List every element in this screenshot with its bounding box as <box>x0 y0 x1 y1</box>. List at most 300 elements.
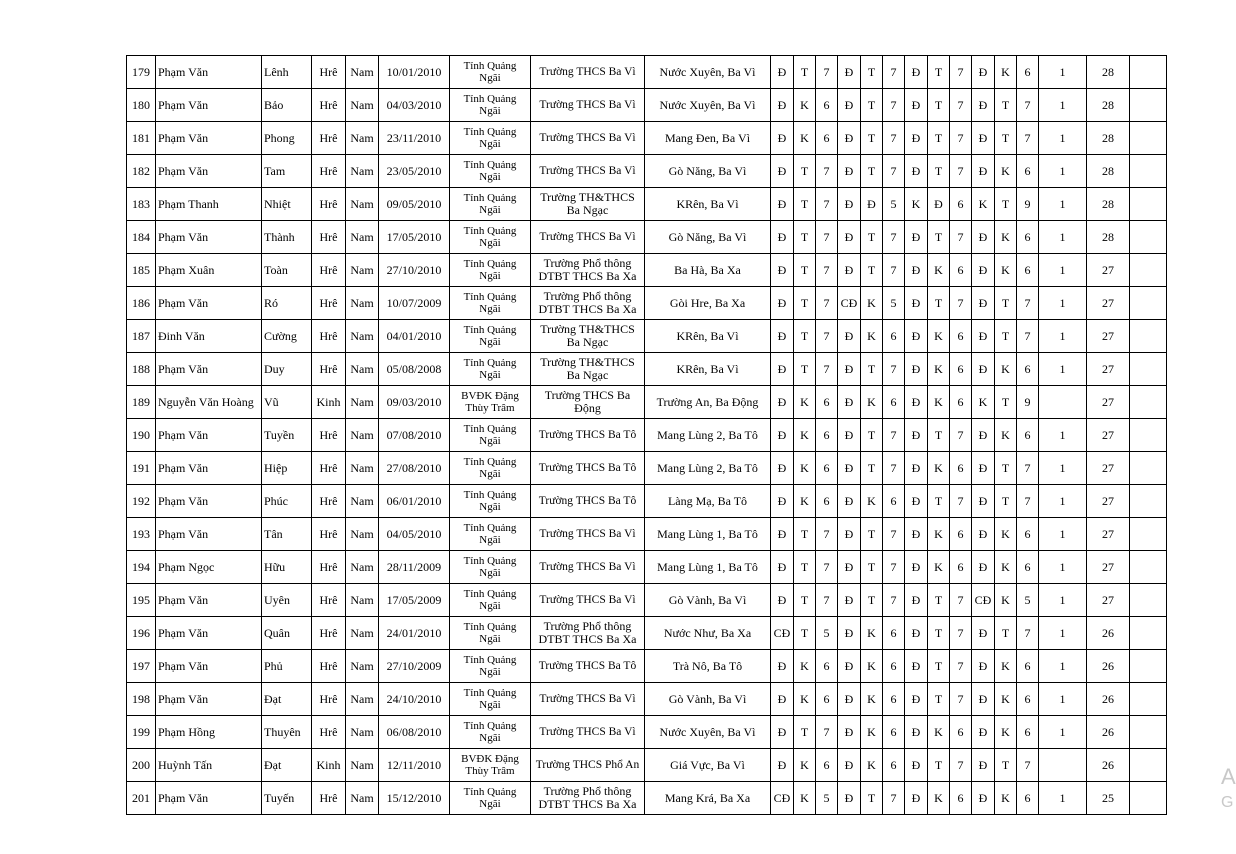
cell-tong-diem: 28 <box>1087 221 1130 254</box>
cell-c5: K <box>861 683 883 716</box>
cell-uu-tien: 1 <box>1039 452 1087 485</box>
cell-c8: K <box>928 353 950 386</box>
cell-dan-toc: Hrê <box>312 155 346 188</box>
table-row <box>127 287 1167 320</box>
cell-c3: 5 <box>816 782 838 815</box>
cell-ngay-sinh: 27/10/2010 <box>379 254 450 287</box>
cell-ngay-sinh: 04/05/2010 <box>379 518 450 551</box>
cell-tong-diem: 28 <box>1087 122 1130 155</box>
cell-truong: Trường Phổ thông DTBT THCS Ba Xa <box>531 617 645 650</box>
cell-dan-toc: Kinh <box>312 386 346 419</box>
cell-gioi-tinh: Nam <box>346 89 379 122</box>
cell-c1: Đ <box>771 683 794 716</box>
cell-dan-toc: Hrê <box>312 254 346 287</box>
cell-truong: Trường THCS Ba Vì <box>531 716 645 749</box>
cell-c7: Đ <box>905 155 928 188</box>
cell-c5: T <box>861 155 883 188</box>
cell-tong-diem: 28 <box>1087 188 1130 221</box>
cell-c9: 7 <box>950 485 972 518</box>
cell-c3: 7 <box>816 254 838 287</box>
cell-c7: Đ <box>905 221 928 254</box>
cell-dan-toc: Hrê <box>312 518 346 551</box>
cell-c11: T <box>995 122 1017 155</box>
cell-c8: K <box>928 551 950 584</box>
cell-c3: 7 <box>816 716 838 749</box>
cell-dia-chi: Mang Lùng 1, Ba Tô <box>645 518 771 551</box>
cell-c1: Đ <box>771 518 794 551</box>
cell-stt: 181 <box>127 122 156 155</box>
cell-c2: K <box>794 452 816 485</box>
cell-ho-dem: Huỳnh Tấn <box>156 749 262 782</box>
cell-c3: 7 <box>816 320 838 353</box>
cell-c12: 6 <box>1017 419 1039 452</box>
cell-stt: 190 <box>127 419 156 452</box>
cell-c11: K <box>995 221 1017 254</box>
cell-ten: Hiệp <box>262 452 312 485</box>
cell-ho-dem: Phạm Hồng <box>156 716 262 749</box>
cell-c10: Đ <box>972 782 995 815</box>
cell-truong: Trường THCS Ba Vì <box>531 221 645 254</box>
cell-tong-diem: 27 <box>1087 551 1130 584</box>
cell-ho-dem: Phạm Thanh <box>156 188 262 221</box>
cell-gioi-tinh: Nam <box>346 419 379 452</box>
table-row <box>127 518 1167 551</box>
cell-truong: Trường THCS Ba Tô <box>531 650 645 683</box>
cell-c11: K <box>995 518 1017 551</box>
cell-c9: 7 <box>950 287 972 320</box>
cell-stt: 183 <box>127 188 156 221</box>
cell-truong: Trường THCS Ba Vì <box>531 89 645 122</box>
cell-truong: Trường Phổ thông DTBT THCS Ba Xa <box>531 782 645 815</box>
cell-c2: K <box>794 749 816 782</box>
cell-ten: Đạt <box>262 749 312 782</box>
cell-c4: CĐ <box>838 287 861 320</box>
cell-noi-sinh: Tỉnh Quảng Ngãi <box>450 551 531 584</box>
cell-dia-chi: Mang Đen, Ba Vì <box>645 122 771 155</box>
cell-c7: Đ <box>905 254 928 287</box>
cell-c3: 7 <box>816 287 838 320</box>
cell-c1: Đ <box>771 353 794 386</box>
cell-uu-tien: 1 <box>1039 518 1087 551</box>
cell-dia-chi: Gòi Hre, Ba Xa <box>645 287 771 320</box>
cell-ten: Nhiệt <box>262 188 312 221</box>
cell-c10: K <box>972 386 995 419</box>
cell-dan-toc: Hrê <box>312 419 346 452</box>
cell-ten: Tân <box>262 518 312 551</box>
cell-c11: T <box>995 287 1017 320</box>
cell-c7: Đ <box>905 716 928 749</box>
cell-gioi-tinh: Nam <box>346 782 379 815</box>
cell-c5: T <box>861 551 883 584</box>
cell-ho-dem: Phạm Văn <box>156 287 262 320</box>
cell-c11: T <box>995 386 1017 419</box>
cell-dia-chi: Gò Năng, Ba Vì <box>645 221 771 254</box>
cell-ngay-sinh: 05/08/2008 <box>379 353 450 386</box>
cell-ten: Ró <box>262 287 312 320</box>
cell-c1: Đ <box>771 221 794 254</box>
cell-dia-chi: Trường An, Ba Động <box>645 386 771 419</box>
cell-gioi-tinh: Nam <box>346 683 379 716</box>
cell-c12: 6 <box>1017 650 1039 683</box>
cell-c3: 7 <box>816 584 838 617</box>
cell-tong-diem: 26 <box>1087 617 1130 650</box>
cell-uu-tien: 1 <box>1039 353 1087 386</box>
cell-gioi-tinh: Nam <box>346 518 379 551</box>
cell-c6: 7 <box>883 551 905 584</box>
table-row <box>127 122 1167 155</box>
cell-c12: 6 <box>1017 518 1039 551</box>
cell-ho-dem: Phạm Văn <box>156 617 262 650</box>
cell-c7: Đ <box>905 584 928 617</box>
cell-tong-diem: 27 <box>1087 584 1130 617</box>
cell-noi-sinh: Tỉnh Quảng Ngãi <box>450 419 531 452</box>
cell-ghi-chu <box>1130 89 1167 122</box>
cell-truong: Trường THCS Ba Vì <box>531 122 645 155</box>
cell-c12: 7 <box>1017 320 1039 353</box>
cell-gioi-tinh: Nam <box>346 188 379 221</box>
cell-c6: 6 <box>883 485 905 518</box>
cell-c10: Đ <box>972 683 995 716</box>
cell-c5: T <box>861 452 883 485</box>
cell-c12: 6 <box>1017 254 1039 287</box>
cell-c7: Đ <box>905 287 928 320</box>
cell-c2: T <box>794 254 816 287</box>
cell-ho-dem: Phạm Ngọc <box>156 551 262 584</box>
cell-tong-diem: 26 <box>1087 716 1130 749</box>
cell-tong-diem: 25 <box>1087 782 1130 815</box>
cell-c11: K <box>995 353 1017 386</box>
cell-c11: K <box>995 551 1017 584</box>
cell-c7: Đ <box>905 320 928 353</box>
cell-truong: Trường TH&THCS Ba Ngạc <box>531 320 645 353</box>
cell-ghi-chu <box>1130 716 1167 749</box>
cell-c4: Đ <box>838 353 861 386</box>
cell-ghi-chu <box>1130 320 1167 353</box>
cell-ho-dem: Phạm Văn <box>156 485 262 518</box>
cell-c2: K <box>794 782 816 815</box>
cell-c8: T <box>928 221 950 254</box>
cell-c9: 7 <box>950 56 972 89</box>
cell-gioi-tinh: Nam <box>346 749 379 782</box>
cell-c8: T <box>928 683 950 716</box>
cell-c6: 7 <box>883 56 905 89</box>
cell-ten: Thành <box>262 221 312 254</box>
table-row <box>127 221 1167 254</box>
cell-uu-tien: 1 <box>1039 617 1087 650</box>
cell-c10: Đ <box>972 485 995 518</box>
table-row <box>127 716 1167 749</box>
cell-c10: Đ <box>972 551 995 584</box>
cell-c6: 5 <box>883 287 905 320</box>
table-row <box>127 683 1167 716</box>
table-row <box>127 749 1167 782</box>
cell-ngay-sinh: 15/12/2010 <box>379 782 450 815</box>
cell-c3: 6 <box>816 749 838 782</box>
cell-c8: K <box>928 254 950 287</box>
cell-ho-dem: Phạm Văn <box>156 89 262 122</box>
cell-c3: 5 <box>816 617 838 650</box>
cell-c2: T <box>794 518 816 551</box>
table-row <box>127 650 1167 683</box>
cell-truong: Trường THCS Phổ An <box>531 749 645 782</box>
cell-uu-tien: 1 <box>1039 188 1087 221</box>
cell-c12: 7 <box>1017 485 1039 518</box>
cell-c6: 7 <box>883 782 905 815</box>
cell-c3: 7 <box>816 56 838 89</box>
cell-ngay-sinh: 27/08/2010 <box>379 452 450 485</box>
cell-tong-diem: 27 <box>1087 254 1130 287</box>
cell-ngay-sinh: 24/01/2010 <box>379 617 450 650</box>
cell-ghi-chu <box>1130 254 1167 287</box>
cell-c8: K <box>928 386 950 419</box>
table-row <box>127 485 1167 518</box>
cell-truong: Trường TH&THCS Ba Ngạc <box>531 188 645 221</box>
cell-noi-sinh: Tỉnh Quảng Ngãi <box>450 452 531 485</box>
cell-ten: Thuyên <box>262 716 312 749</box>
cell-truong: Trường THCS Ba Vì <box>531 584 645 617</box>
cell-c2: K <box>794 419 816 452</box>
cell-ngay-sinh: 10/01/2010 <box>379 56 450 89</box>
cell-c6: 7 <box>883 518 905 551</box>
watermark-line-1: A <box>1221 764 1236 789</box>
cell-ghi-chu <box>1130 749 1167 782</box>
cell-noi-sinh: Tỉnh Quảng Ngãi <box>450 716 531 749</box>
cell-c4: Đ <box>838 419 861 452</box>
cell-c10: Đ <box>972 56 995 89</box>
cell-c9: 7 <box>950 683 972 716</box>
cell-c7: Đ <box>905 518 928 551</box>
cell-noi-sinh: Tỉnh Quảng Ngãi <box>450 188 531 221</box>
cell-c8: K <box>928 452 950 485</box>
cell-c8: T <box>928 287 950 320</box>
cell-tong-diem: 26 <box>1087 650 1130 683</box>
cell-truong: Trường TH&THCS Ba Ngạc <box>531 353 645 386</box>
cell-c1: Đ <box>771 485 794 518</box>
cell-gioi-tinh: Nam <box>346 551 379 584</box>
cell-dia-chi: Gò Vành, Ba Vì <box>645 584 771 617</box>
cell-truong: Trường Phổ thông DTBT THCS Ba Xa <box>531 287 645 320</box>
cell-ghi-chu <box>1130 287 1167 320</box>
cell-c2: K <box>794 89 816 122</box>
cell-c7: Đ <box>905 419 928 452</box>
cell-c6: 7 <box>883 89 905 122</box>
cell-c10: Đ <box>972 650 995 683</box>
cell-c5: K <box>861 617 883 650</box>
table-row <box>127 155 1167 188</box>
cell-ho-dem: Phạm Văn <box>156 155 262 188</box>
cell-noi-sinh: Tỉnh Quảng Ngãi <box>450 89 531 122</box>
cell-ho-dem: Phạm Văn <box>156 452 262 485</box>
cell-c5: T <box>861 584 883 617</box>
cell-c8: K <box>928 716 950 749</box>
cell-ngay-sinh: 23/11/2010 <box>379 122 450 155</box>
table-row <box>127 782 1167 815</box>
cell-dia-chi: Mang Lùng 2, Ba Tô <box>645 452 771 485</box>
cell-c3: 6 <box>816 452 838 485</box>
cell-c12: 7 <box>1017 749 1039 782</box>
cell-c5: T <box>861 122 883 155</box>
cell-tong-diem: 27 <box>1087 518 1130 551</box>
cell-tong-diem: 27 <box>1087 485 1130 518</box>
cell-c9: 6 <box>950 452 972 485</box>
cell-uu-tien: 1 <box>1039 782 1087 815</box>
cell-tong-diem: 26 <box>1087 683 1130 716</box>
cell-c8: T <box>928 485 950 518</box>
cell-dan-toc: Hrê <box>312 287 346 320</box>
cell-noi-sinh: Tỉnh Quảng Ngãi <box>450 155 531 188</box>
cell-ghi-chu <box>1130 782 1167 815</box>
cell-c12: 5 <box>1017 584 1039 617</box>
cell-c7: Đ <box>905 353 928 386</box>
cell-noi-sinh: BVĐK Đặng Thùy Trâm <box>450 749 531 782</box>
cell-ghi-chu <box>1130 419 1167 452</box>
table-row <box>127 452 1167 485</box>
cell-dan-toc: Hrê <box>312 716 346 749</box>
cell-ho-dem: Phạm Văn <box>156 650 262 683</box>
cell-c5: T <box>861 518 883 551</box>
cell-ten: Lênh <box>262 56 312 89</box>
cell-dan-toc: Hrê <box>312 584 346 617</box>
cell-c8: T <box>928 122 950 155</box>
cell-c10: Đ <box>972 89 995 122</box>
cell-stt: 193 <box>127 518 156 551</box>
cell-ten: Tuyến <box>262 782 312 815</box>
cell-c5: T <box>861 419 883 452</box>
cell-c10: Đ <box>972 287 995 320</box>
cell-truong: Trường THCS Ba Tô <box>531 419 645 452</box>
cell-c8: Đ <box>928 188 950 221</box>
cell-ten: Hữu <box>262 551 312 584</box>
cell-c10: Đ <box>972 254 995 287</box>
cell-c4: Đ <box>838 254 861 287</box>
cell-c9: 7 <box>950 122 972 155</box>
cell-truong: Trường THCS Ba Vì <box>531 551 645 584</box>
cell-uu-tien <box>1039 386 1087 419</box>
cell-ten: Cường <box>262 320 312 353</box>
cell-ten: Phủ <box>262 650 312 683</box>
cell-c9: 6 <box>950 716 972 749</box>
cell-dia-chi: Mang Lùng 2, Ba Tô <box>645 419 771 452</box>
cell-c11: K <box>995 650 1017 683</box>
cell-c3: 6 <box>816 485 838 518</box>
cell-gioi-tinh: Nam <box>346 617 379 650</box>
cell-ghi-chu <box>1130 155 1167 188</box>
cell-noi-sinh: Tỉnh Quảng Ngãi <box>450 320 531 353</box>
cell-ten: Quân <box>262 617 312 650</box>
cell-c11: K <box>995 683 1017 716</box>
cell-c7: Đ <box>905 551 928 584</box>
cell-ngay-sinh: 17/05/2010 <box>379 221 450 254</box>
cell-noi-sinh: Tỉnh Quảng Ngãi <box>450 287 531 320</box>
cell-stt: 194 <box>127 551 156 584</box>
cell-truong: Trường Phổ thông DTBT THCS Ba Xa <box>531 254 645 287</box>
cell-ngay-sinh: 04/03/2010 <box>379 89 450 122</box>
cell-c8: T <box>928 56 950 89</box>
cell-c4: Đ <box>838 617 861 650</box>
cell-c8: T <box>928 155 950 188</box>
cell-c2: T <box>794 56 816 89</box>
cell-c7: Đ <box>905 617 928 650</box>
cell-c9: 7 <box>950 221 972 254</box>
cell-c6: 7 <box>883 584 905 617</box>
cell-uu-tien: 1 <box>1039 320 1087 353</box>
cell-c12: 6 <box>1017 155 1039 188</box>
cell-c11: T <box>995 89 1017 122</box>
cell-ho-dem: Phạm Văn <box>156 584 262 617</box>
cell-noi-sinh: Tỉnh Quảng Ngãi <box>450 254 531 287</box>
cell-stt: 200 <box>127 749 156 782</box>
cell-c1: Đ <box>771 155 794 188</box>
cell-ghi-chu <box>1130 650 1167 683</box>
cell-ho-dem: Phạm Văn <box>156 353 262 386</box>
cell-c7: Đ <box>905 56 928 89</box>
cell-c4: Đ <box>838 650 861 683</box>
cell-ngay-sinh: 07/08/2010 <box>379 419 450 452</box>
cell-c6: 7 <box>883 122 905 155</box>
cell-c5: T <box>861 782 883 815</box>
cell-c12: 6 <box>1017 353 1039 386</box>
cell-c5: K <box>861 320 883 353</box>
cell-gioi-tinh: Nam <box>346 56 379 89</box>
cell-c4: Đ <box>838 320 861 353</box>
cell-c6: 7 <box>883 221 905 254</box>
cell-gioi-tinh: Nam <box>346 353 379 386</box>
cell-ho-dem: Phạm Văn <box>156 56 262 89</box>
cell-c3: 7 <box>816 188 838 221</box>
cell-noi-sinh: Tỉnh Quảng Ngãi <box>450 650 531 683</box>
cell-c4: Đ <box>838 56 861 89</box>
cell-c1: Đ <box>771 89 794 122</box>
cell-c11: K <box>995 254 1017 287</box>
cell-c6: 5 <box>883 188 905 221</box>
cell-c9: 6 <box>950 320 972 353</box>
table-body <box>127 56 1167 815</box>
cell-stt: 201 <box>127 782 156 815</box>
cell-c4: Đ <box>838 386 861 419</box>
cell-c11: K <box>995 56 1017 89</box>
cell-stt: 199 <box>127 716 156 749</box>
cell-c7: Đ <box>905 683 928 716</box>
student-table <box>126 55 1167 815</box>
cell-c9: 7 <box>950 650 972 683</box>
cell-c9: 6 <box>950 386 972 419</box>
cell-c6: 7 <box>883 254 905 287</box>
cell-c1: Đ <box>771 254 794 287</box>
cell-c12: 7 <box>1017 122 1039 155</box>
cell-stt: 186 <box>127 287 156 320</box>
cell-c7: Đ <box>905 485 928 518</box>
table-row <box>127 89 1167 122</box>
cell-noi-sinh: Tỉnh Quảng Ngãi <box>450 221 531 254</box>
cell-dan-toc: Hrê <box>312 782 346 815</box>
cell-dia-chi: Gò Vành, Ba Vì <box>645 683 771 716</box>
cell-c7: Đ <box>905 650 928 683</box>
cell-dia-chi: KRên, Ba Vì <box>645 320 771 353</box>
cell-c9: 6 <box>950 188 972 221</box>
cell-ngay-sinh: 27/10/2009 <box>379 650 450 683</box>
cell-stt: 198 <box>127 683 156 716</box>
cell-c2: T <box>794 617 816 650</box>
watermark <box>1221 764 1236 816</box>
cell-ho-dem: Phạm Văn <box>156 518 262 551</box>
cell-c6: 6 <box>883 386 905 419</box>
cell-tong-diem: 27 <box>1087 386 1130 419</box>
cell-c1: Đ <box>771 419 794 452</box>
cell-c1: Đ <box>771 56 794 89</box>
cell-uu-tien: 1 <box>1039 56 1087 89</box>
cell-c11: K <box>995 419 1017 452</box>
cell-c4: Đ <box>838 485 861 518</box>
